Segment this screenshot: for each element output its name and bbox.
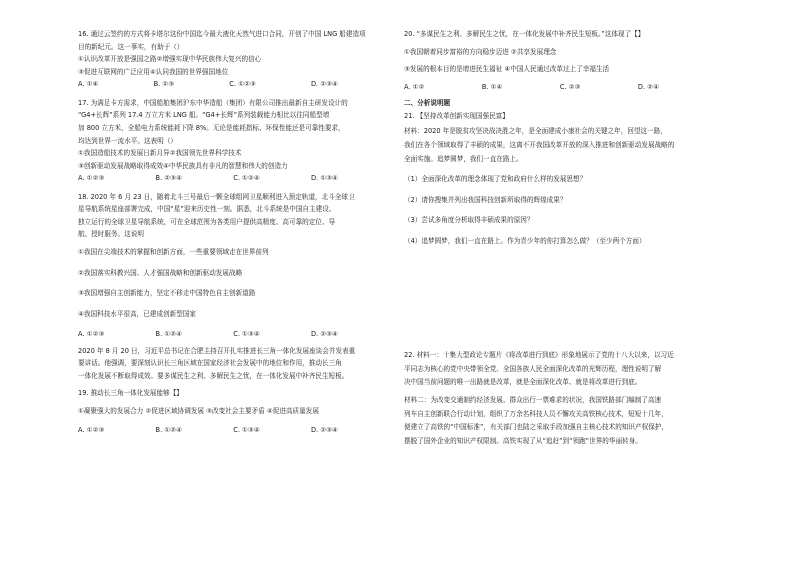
q18-line: 航、授时服务。这说明 bbox=[78, 230, 144, 239]
option: D. ①③④ bbox=[310, 174, 338, 183]
q16-line: 目的新纪元。这一事实，有助于（） bbox=[78, 42, 184, 51]
q18-statement: ①我国在尖端技术的掌握和创新方面，一些重要领域走在世界前列 bbox=[78, 248, 269, 256]
section-heading: 二、分析说明题 bbox=[404, 99, 451, 108]
q19-statement: ①凝聚强大的发展合力 ②促进区域协调发展 ③改变社会主要矛盾 ④促进高质量发展 bbox=[78, 407, 319, 416]
material-line: 一体化发展不断取得成效。要多谋民生之利、多解民生之忧，在一体化发展中补齐民生短板。 bbox=[78, 371, 349, 380]
q16-line: ③促进互联网的广泛应用④认同我国的世界强国地位 bbox=[78, 67, 229, 76]
q22-m1-line: 22. 材料一：十集大型政论专题片《将改革进行到底》形象地展示了党的十八大以来，以习近 bbox=[404, 351, 674, 360]
q17-line: ①我国造船技术的发展日新月异②我国领先世界科学技术 bbox=[78, 149, 242, 158]
option: D. ②③④ bbox=[310, 425, 338, 434]
q22-m1-line: 决中国当前问题的唯一出路就是改革，就是全面深化改革、就是将改革进行到底。 bbox=[404, 378, 642, 387]
option: B. ②③ bbox=[153, 80, 175, 89]
option: B. ①④ bbox=[481, 82, 503, 91]
q17-line: 均达到世界一流水平。这表明（） bbox=[78, 136, 177, 145]
question-21 bbox=[404, 112, 722, 246]
q22-m2-line: 列车自主创新联合行动计划，组织了万余名科技人员不懈攻关高铁核心技术，短短十几年， bbox=[404, 409, 668, 418]
q19-line: 19. 推动长三角一体化发展能够【】 bbox=[78, 388, 183, 397]
material-line: 要讲话。他强调，要深刻认识长三角区域在国家经济社会发展中的地位和作用，推动长三角 bbox=[78, 359, 342, 368]
q16-line: 16. 通过云签约的方式将卡塔尔这份中国迄今最大液化天然气进口合同，开创了中国 LNG 船建造项 bbox=[78, 30, 366, 38]
option: D. ②③④ bbox=[310, 330, 338, 339]
q22-m2-line: 便建立了高铁的“中国标准”，有关部门也陆之采取手段加强自主核心技术的知识产权保护， bbox=[404, 423, 668, 432]
question-19 bbox=[78, 389, 378, 435]
option: C. ②③ bbox=[559, 82, 581, 91]
q20-line: ①我国朝着同步富裕的方向稳步迈进 ②共享发展理念 bbox=[404, 47, 557, 56]
option: B. ①②④ bbox=[155, 330, 182, 339]
option: C. ①③④ bbox=[233, 425, 260, 434]
q17-options bbox=[78, 174, 338, 183]
q17-line: “G4+长辉”系列 17.4 万立方米 LNG 船。“G4+长辉”系列装载能力相比以往同船型增 bbox=[78, 111, 330, 120]
q21-title: 21. 【坚持改革创新实现国强民富】 bbox=[404, 111, 509, 120]
q19-options bbox=[78, 426, 338, 435]
q21-material-line: 我们在各个领域取得了丰硕的成果，这离不开我国改革开放的深入推进和创新驱动发展战略的 bbox=[404, 140, 675, 149]
q21-sub-question: （4）追梦圆梦，我们一直在路上。作为青少年的你打算怎么做？（至少两个方面） bbox=[404, 236, 646, 245]
right-column bbox=[404, 30, 722, 453]
q21-sub-question: （3）尝试多角度分析取得丰硕成果的原因？ bbox=[404, 216, 534, 225]
material-line: 2020 年 8 月 20 日，习近平总书记在合肥主持召开扎实推进长三角一体化发展座谈会并发表重 bbox=[78, 346, 356, 355]
q22-m2-line: 摆脱了国外企业的知识产权限制。高铁实现了从“追赶”到“领跑”世界的华丽转身。 bbox=[404, 436, 642, 445]
q18-line: 星导航系统星座部署完成，中国“星”迎来历史性一刻。据悉，北斗系统是中国自主建设、 bbox=[78, 205, 336, 214]
q17-line: 17. 为满足卡方需求，中国船舶集团沪东中华造船（集团）有限公司推出最新自主研发设计的 bbox=[78, 98, 348, 107]
question-18 bbox=[78, 193, 378, 339]
q17-line: ③创新驱动发展战略取得成效④中华民族具有非凡的智慧和伟大的创造力 bbox=[78, 161, 288, 170]
question-17 bbox=[78, 99, 378, 183]
q18-options bbox=[78, 330, 338, 339]
q20-line: 20. “多谋民生之利、多解民生之忧，在一体化发展中补齐民生短板。”这体现了【】 bbox=[404, 30, 645, 38]
q21-material-line: 全面实施。追梦圆梦，我们一直在路上。 bbox=[404, 154, 523, 163]
question-16 bbox=[78, 30, 378, 89]
material-paragraph bbox=[78, 347, 378, 381]
option: B. ②③④ bbox=[155, 174, 182, 183]
option: C. ①③④ bbox=[233, 330, 260, 339]
option: C. ①②③ bbox=[229, 80, 256, 89]
q22-m2-line: 材料二：为改变交通制约经济发展、群众出行一票难求的状况，我国铁路部门编制了高速 bbox=[404, 396, 662, 404]
q21-sub-question: （1）全面深化改革的理念体现了党和政府什么样的发展思想？ bbox=[404, 175, 587, 184]
option: A. ①②③ bbox=[78, 330, 105, 339]
option: A. ①② bbox=[404, 82, 425, 91]
option: B. ①②④ bbox=[155, 425, 182, 434]
q18-statement: ②我国落实科教兴国、人才强国战略和创新驱动发展战略 bbox=[78, 268, 243, 277]
answer-space bbox=[404, 253, 722, 351]
q17-line: 加 800 立方米，全船电力系统能耗下降 8%。无论是能耗指标、环保性能还是可靠性要求， bbox=[78, 123, 345, 132]
option: A. ①②③ bbox=[78, 425, 105, 434]
q16-options bbox=[78, 80, 338, 89]
q21-material-line: 材料：2020 年是脱贫攻坚决战决胜之年，是全面建成小康社会的关键之年，回望这一路， bbox=[404, 127, 667, 136]
option: C. ①②④ bbox=[233, 174, 260, 183]
option: A. ①②③ bbox=[78, 174, 105, 183]
q22-m1-line: 平同志为核心的党中央带领全党、全国各族人民全面深化改革的光辉历程，理性说明了解 bbox=[404, 364, 662, 373]
question-22 bbox=[404, 351, 722, 445]
option: D. ②④ bbox=[637, 82, 659, 91]
q18-statement: ④我国科技水平很高，已建成创新型国家 bbox=[78, 309, 197, 318]
q21-sub-question: （2）请你搜集并列出我国科技创新所取得的辉煌成果？ bbox=[404, 195, 567, 204]
q20-line: ③发展的根本目的是增进民生福祉 ④中国人民通过改革过上了幸福生活 bbox=[404, 65, 610, 74]
q20-options bbox=[404, 83, 659, 92]
question-20 bbox=[404, 30, 722, 91]
option: A. ①④ bbox=[78, 80, 99, 89]
q18-line: 独立运行的全球卫星导航系统，可在全球范围为各类用户提供高精度、高可靠的定位、导 bbox=[78, 217, 336, 226]
option: D. ②③④ bbox=[310, 80, 338, 89]
left-column bbox=[78, 30, 378, 442]
q18-statement: ③我国增强自主创新能力，坚定不移走中国特色自主创新道路 bbox=[78, 289, 256, 298]
q16-line: ①认识改革开放是强国之路②增强实现中华民族伟大复兴的信心 bbox=[78, 55, 262, 64]
q18-line: 18. 2020 年 6 月 23 日，随着北斗三号最后一颗全球组网卫星顺利进入预定轨道，北斗全球卫 bbox=[78, 192, 355, 201]
